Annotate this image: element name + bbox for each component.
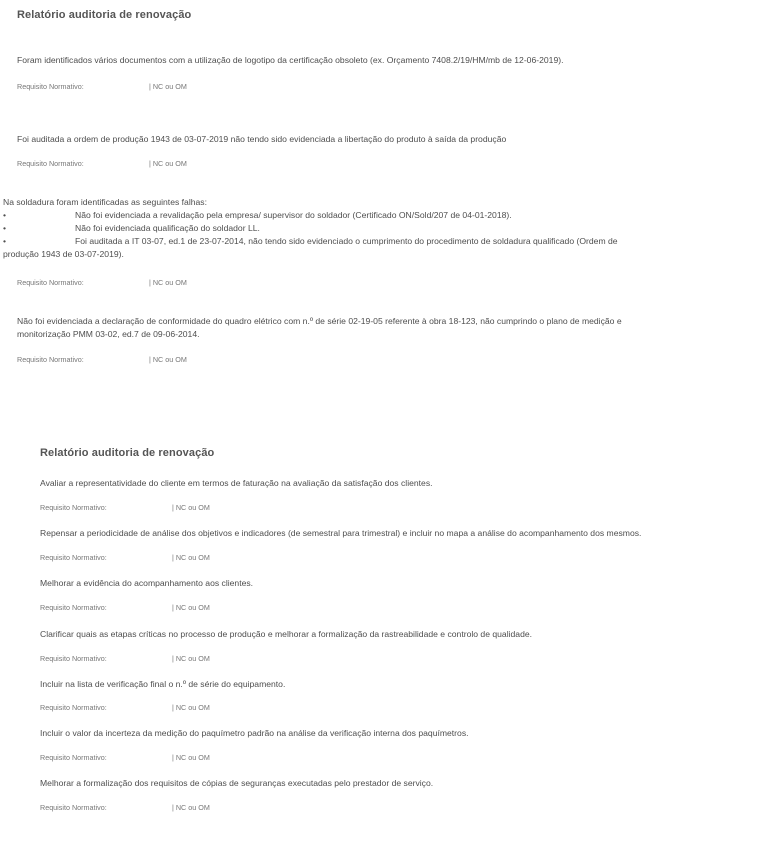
finding-text: Foram identificados vários documentos com a utilização de logotipo da certificação obsoleto (ex. Orçamento 7408.2/19/HM/mb de 12-06-2019). — [17, 55, 564, 65]
requirement-label: Requisito Normativo: — [40, 553, 107, 562]
requirement-label: Requisito Normativo: — [40, 503, 107, 512]
finding-text: Melhorar a formalização dos requisitos de cópias de seguranças executadas pelo prestador de serviço. — [40, 778, 434, 788]
finding-text: Avaliar a representatividade do cliente em termos de faturação na avaliação da satisfação dos clientes. — [40, 478, 433, 488]
requirement-value: | NC ou OM — [149, 355, 187, 364]
report-title: Relatório auditoria de renovação — [40, 447, 215, 459]
finding-text: Não foi evidenciada a declaração de conformidade do quadro elétrico com n.º de série 02-19-05 referente à obra 18-123, não cumprindo o plano de medição e — [17, 316, 622, 326]
requirement-row — [40, 703, 210, 712]
finding-text: Foi auditada a ordem de produção 1943 de 03-07-2019 não tendo sido evidenciada a libertação do produto à saída da produção — [17, 134, 507, 144]
finding-text: Incluir na lista de verificação final o n.º de série do equipamento. — [40, 679, 286, 689]
requirement-value: | NC ou OM — [172, 553, 210, 562]
requirement-value: | NC ou OM — [172, 654, 210, 663]
requirement-value: | NC ou OM — [172, 603, 210, 612]
requirement-value: | NC ou OM — [149, 278, 187, 287]
requirement-row — [40, 503, 210, 512]
requirement-row — [17, 82, 187, 91]
requirement-value: | NC ou OM — [172, 703, 210, 712]
bullet-icon: • — [3, 236, 7, 246]
requirement-row — [40, 654, 210, 663]
requirement-label: Requisito Normativo: — [40, 753, 107, 762]
requirement-row — [40, 553, 210, 562]
requirement-label: Requisito Normativo: — [40, 803, 107, 812]
requirement-value: | NC ou OM — [149, 159, 187, 168]
requirement-label: Requisito Normativo: — [40, 703, 107, 712]
requirement-row — [40, 603, 210, 612]
bullet-icon: • — [3, 210, 7, 220]
welding-intro: Na soldadura foram identificadas as seguintes falhas: — [3, 197, 207, 207]
finding-text: Clarificar quais as etapas críticas no processo de produção e melhorar a formalização da rastreabilidade e controlo de qualidade. — [40, 629, 533, 639]
requirement-label: Requisito Normativo: — [17, 355, 84, 364]
bullet-text: Foi auditada a IT 03-07, ed.1 de 23-07-2014, não tendo sido evidenciado o cumprimento do procedimento de soldadura qualificado (Ordem de — [75, 236, 618, 246]
finding-text: Repensar a periodicidade de análise dos objetivos e indicadores (de semestral para trimestral) e incluir no mapa a análise do acompanhamento dos mesmos. — [40, 528, 642, 538]
bullet-continuation: produção 1943 de 03-07-2019). — [3, 249, 124, 259]
requirement-row — [17, 159, 187, 168]
report-title: Relatório auditoria de renovação — [17, 9, 192, 21]
requirement-row — [17, 278, 187, 287]
requirement-value: | NC ou OM — [172, 753, 210, 762]
bullet-icon: • — [3, 223, 7, 233]
requirement-label: Requisito Normativo: — [40, 603, 107, 612]
finding-text: Incluir o valor da incerteza da medição do paquímetro padrão na análise da verificação interna dos paquímetros. — [40, 728, 469, 738]
finding-text-continuation: monitorização PMM 03-02, ed.7 de 09-06-2014. — [17, 329, 200, 339]
requirement-row — [17, 355, 187, 364]
finding-text: Melhorar a evidência do acompanhamento aos clientes. — [40, 578, 254, 588]
requirement-value: | NC ou OM — [149, 82, 187, 91]
requirement-label: Requisito Normativo: — [17, 159, 84, 168]
requirement-value: | NC ou OM — [172, 803, 210, 812]
bullet-text: Não foi evidenciada qualificação do soldador LL. — [75, 223, 260, 233]
requirement-row — [40, 803, 210, 812]
bullet-text: Não foi evidenciada a revalidação pela empresa/ supervisor do soldador (Certificado ON/Sold/207 de 04-01-2018). — [75, 210, 512, 220]
requirement-row — [40, 753, 210, 762]
requirement-label: Requisito Normativo: — [17, 278, 84, 287]
requirement-label: Requisito Normativo: — [17, 82, 84, 91]
requirement-value: | NC ou OM — [172, 503, 210, 512]
requirement-label: Requisito Normativo: — [40, 654, 107, 663]
